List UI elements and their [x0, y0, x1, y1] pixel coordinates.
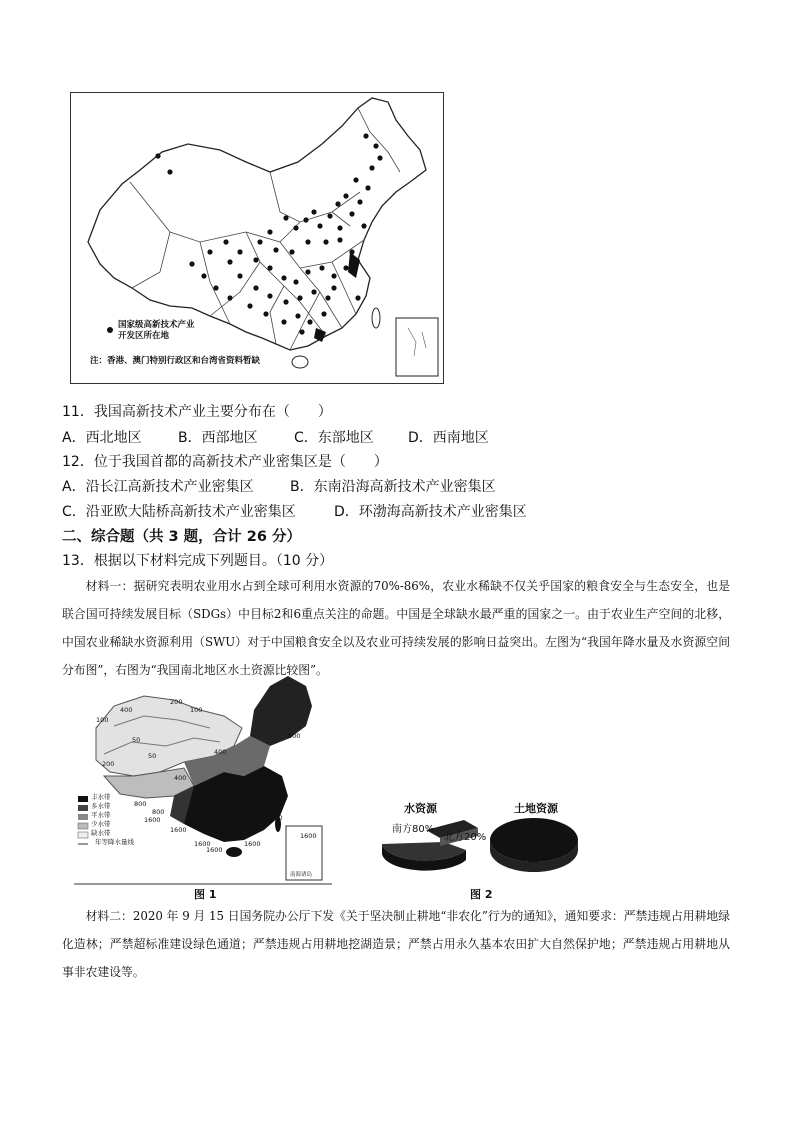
- zone-dot: [189, 261, 194, 266]
- zone-dot: [361, 223, 366, 228]
- zone-dot: [155, 153, 160, 158]
- isoline-label: 400: [120, 706, 133, 714]
- q12-option-a[interactable]: A．沿长江高新技术产业密集区: [62, 479, 254, 495]
- zone-dot: [311, 289, 316, 294]
- zone-dot: [237, 273, 242, 278]
- isoline-label: 1600: [244, 840, 261, 848]
- section2-title: 二、综合题（共 3 题，合计 26 分）: [62, 529, 301, 545]
- zone-dot: [335, 201, 340, 206]
- q11-option-d[interactable]: D．西南地区: [408, 430, 489, 446]
- zone-dot: [343, 193, 348, 198]
- zone-dot: [283, 299, 288, 304]
- zone-dot: [253, 285, 258, 290]
- q11-option-c[interactable]: C．东部地区: [294, 430, 374, 446]
- north-label: 北方20%: [444, 832, 487, 843]
- q11-option-b[interactable]: B．西部地区: [178, 430, 258, 446]
- zone-dot: [267, 229, 272, 234]
- zone-dot: [307, 319, 312, 324]
- zone-dot: [319, 265, 324, 270]
- land-pie: [490, 818, 578, 862]
- inset-value: 1600: [300, 832, 317, 840]
- zone-dot: [237, 249, 242, 254]
- isoline-label: 100: [96, 716, 109, 724]
- zone-dot: [303, 217, 308, 222]
- q12-option-b[interactable]: B．东南沿海高新技术产业密集区: [290, 479, 496, 495]
- land-title: 土地资源: [514, 802, 558, 815]
- zone-dot: [323, 239, 328, 244]
- q13-stem: 13．根据以下材料完成下列题目。（10 分）: [62, 553, 334, 569]
- zone-dot: [299, 329, 304, 334]
- q11-option-a[interactable]: A．西北地区: [62, 430, 142, 446]
- zone-dot: [353, 177, 358, 182]
- zone-dot: [273, 247, 278, 252]
- isoline-label: 1600: [266, 814, 283, 822]
- isoline-label: 1600: [144, 816, 161, 824]
- zone-dot: [267, 265, 272, 270]
- zone-dot: [227, 259, 232, 264]
- china-hightech-map: [70, 92, 444, 384]
- zone-dot: [257, 239, 262, 244]
- zone-dot: [201, 273, 206, 278]
- zone-dot: [281, 275, 286, 280]
- isoline-label: 200: [102, 760, 115, 768]
- zone-dot: [253, 257, 258, 262]
- zone-dot: [325, 295, 330, 300]
- precipitation-map: [74, 676, 338, 901]
- isoline-label: 1600: [206, 846, 223, 854]
- zone-dot: [227, 295, 232, 300]
- zone-dot: [293, 279, 298, 284]
- zone-dot: [293, 225, 298, 230]
- isoline-label: 400: [214, 748, 227, 756]
- zone-dot: [283, 215, 288, 220]
- zone-dot: [321, 311, 326, 316]
- fig1-legend-4: 少水带: [91, 820, 111, 828]
- fig1-caption: 图 1: [194, 888, 217, 901]
- zone-dot: [281, 319, 286, 324]
- fig1-legend-1: 丰水带: [91, 793, 111, 801]
- zone-dot: [331, 285, 336, 290]
- zone-dot: [343, 265, 348, 270]
- zone-dot: [365, 185, 370, 190]
- isoline-label: 1600: [170, 826, 187, 834]
- isoline-label: 400: [174, 774, 187, 782]
- zone-dot: [357, 199, 362, 204]
- zone-dot: [363, 133, 368, 138]
- isoline-label: 50: [148, 752, 157, 760]
- zone-dot: [349, 211, 354, 216]
- zone-dot: [327, 213, 332, 218]
- zone-dot: [311, 209, 316, 214]
- q12-stem: 12．位于我国首都的高新技术产业密集区是（ ）: [62, 454, 388, 470]
- fig1-legend-5: 缺水带: [91, 829, 111, 837]
- zone-dot: [337, 225, 342, 230]
- zone-dot: [373, 143, 378, 148]
- resource-comparison-figure: [374, 796, 594, 900]
- q11-stem: 11．我国高新技术产业主要分布在（ ）: [62, 404, 332, 420]
- zone-dot: [207, 249, 212, 254]
- q13-material1: 材料一：据研究表明农业用水占到全球可利用水资源的70%-86%，农业水稀缺不仅关乎国家的粮食安全与生态安全，也是联合国可持续发展目标（SDGs）中目标2和6重点关注的命题。中国是全球缺水最严重的国家之一。由于农业生产空间的北移，中国农业稀缺水资源利用（SWU）对于中国粮食安全以及农业可持续发展的影响日益突出。左图为“我国年降水量及水资源空间分布图”，右图为“我国南北地区水土资源比较图”。: [62, 579, 730, 677]
- fig1-legend-6: 年等降水量线: [95, 838, 134, 846]
- zone-dot: [305, 269, 310, 274]
- isoline-label: 800: [288, 732, 301, 740]
- zone-dot: [337, 237, 342, 242]
- map1-note: 注：香港、澳门特别行政区和台湾省资料暂缺: [90, 356, 261, 366]
- zone-dot: [377, 155, 382, 160]
- zone-dot: [295, 313, 300, 318]
- south-label: 南方80%: [392, 824, 435, 835]
- legend-dot-icon: [107, 327, 113, 333]
- map1-legend-line1: 国家级高新技术产业: [118, 320, 195, 330]
- inset-label: 南海诸岛: [290, 872, 313, 878]
- fig1-legend: [78, 796, 88, 844]
- isoline-label: 800: [152, 808, 165, 816]
- water-title: 水资源: [404, 802, 437, 815]
- fig2-caption: 图 2: [470, 888, 493, 901]
- zone-dot: [247, 303, 252, 308]
- zone-dot: [267, 293, 272, 298]
- zone-dot: [305, 239, 310, 244]
- zone-dot: [317, 223, 322, 228]
- map1-legend-line2: 开发区所在地: [118, 331, 170, 341]
- zone-dot: [223, 239, 228, 244]
- isoline-label: 100: [190, 706, 203, 714]
- fig1-legend-3: 平水带: [91, 811, 111, 819]
- isoline-label: 800: [134, 800, 147, 808]
- isoline-label: 50: [132, 736, 141, 744]
- q12-option-d[interactable]: D．环渤海高新技术产业密集区: [334, 504, 527, 520]
- zone-dot: [331, 273, 336, 278]
- zone-dot: [263, 311, 268, 316]
- zone-dot: [167, 169, 172, 174]
- zone-dot: [213, 285, 218, 290]
- zone-dot: [289, 249, 294, 254]
- isoline-label: 1600: [194, 840, 211, 848]
- isoline-label: 200: [170, 698, 183, 706]
- fig1-legend-2: 多水带: [91, 802, 111, 810]
- q13-material2: 材料二：2020 年 9 月 15 日国务院办公厅下发《关于坚决制止耕地“非农化”行为的通知》，通知要求：严禁违规占用耕地绿化造林；严禁超标准建设绿色通道；严禁违规占用耕地挖湖造景；严禁占用永久基本农田扩大自然保护地；严禁违规占用耕地从事非农建设等。: [62, 909, 730, 979]
- zone-dot: [297, 295, 302, 300]
- zone-dot: [369, 165, 374, 170]
- zone-dot: [355, 295, 360, 300]
- isoline-label: 1600: [268, 786, 285, 794]
- q12-option-c[interactable]: C．沿亚欧大陆桥高新技术产业密集区: [62, 504, 296, 520]
